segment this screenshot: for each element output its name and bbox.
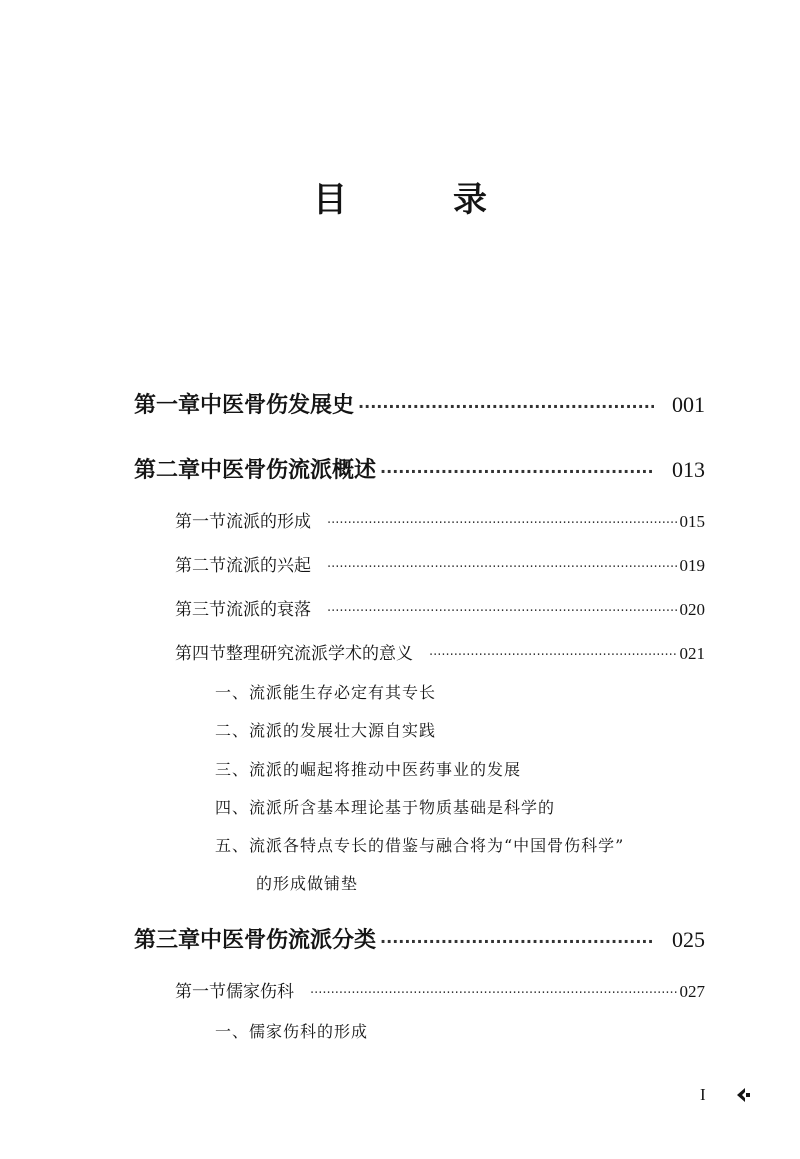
section-title: 儒家伤科	[226, 982, 294, 1002]
dot-leader	[327, 516, 678, 531]
page-number: 013	[672, 457, 705, 482]
page-number: 015	[679, 512, 705, 531]
page-number: 027	[679, 982, 705, 1001]
toc-section-2-2[interactable]	[175, 551, 705, 576]
section-title: 流派的兴起	[226, 556, 311, 576]
dot-leader	[380, 462, 654, 481]
page-number: 025	[672, 927, 705, 952]
section-number: 第二节	[175, 556, 226, 576]
toc-subitem[interactable]: 四、流派所含基本理论基于物质基础是科学的	[215, 798, 556, 817]
page-number: 021	[679, 644, 705, 663]
toc-section-3-1[interactable]	[175, 977, 705, 1002]
section-number: 第一节	[175, 512, 226, 532]
toc-subitem-continuation: 的形成做铺垫	[256, 874, 359, 893]
toc-section-2-4[interactable]	[175, 639, 705, 664]
dot-leader	[380, 932, 654, 951]
dot-leader	[327, 604, 678, 619]
page-number: 019	[679, 556, 705, 575]
page-title: 目 录	[313, 180, 523, 220]
dot-leader	[310, 986, 678, 1001]
section-title: 流派的形成	[226, 512, 311, 532]
chapter-title: 中医骨伤流派分类	[200, 928, 377, 953]
section-number: 第四节	[175, 644, 226, 664]
chapter-number: 第二章	[134, 458, 201, 483]
toc-subitem[interactable]: 一、儒家伤科的形成	[215, 1022, 369, 1041]
section-number: 第三节	[175, 600, 226, 620]
section-title: 流派的衰落	[226, 600, 311, 620]
toc-chapter-3[interactable]	[134, 923, 705, 954]
toc-subitem[interactable]: 二、流派的发展壮大源自实践	[215, 721, 437, 740]
toc-subitem[interactable]: 三、流派的崛起将推动中医药事业的发展	[215, 760, 522, 779]
dot-leader	[358, 397, 654, 416]
dot-leader	[327, 560, 678, 575]
page-number: 020	[679, 600, 705, 619]
dot-leader	[429, 648, 678, 663]
section-number: 第一节	[175, 982, 226, 1002]
toc-subitem[interactable]: 五、流派各特点专长的借鉴与融合将为“中国骨伤科学”	[215, 836, 625, 855]
folio-page-number: I	[700, 1085, 706, 1104]
toc-section-2-1[interactable]	[175, 507, 705, 532]
page-number: 001	[672, 392, 705, 417]
chapter-number: 第一章	[134, 393, 201, 418]
chapter-title: 中医骨伤流派概述	[200, 458, 377, 483]
chapter-number: 第三章	[134, 928, 201, 953]
toc-chapter-2[interactable]	[134, 453, 705, 484]
chapter-title: 中医骨伤发展史	[200, 393, 355, 418]
toc-subitem[interactable]: 一、流派能生存必定有其专长	[215, 683, 437, 702]
toc-chapter-1[interactable]	[134, 388, 705, 419]
page-tab-mark-icon	[733, 1087, 751, 1103]
toc-section-2-3[interactable]	[175, 595, 705, 620]
section-title: 整理研究流派学术的意义	[226, 644, 413, 664]
